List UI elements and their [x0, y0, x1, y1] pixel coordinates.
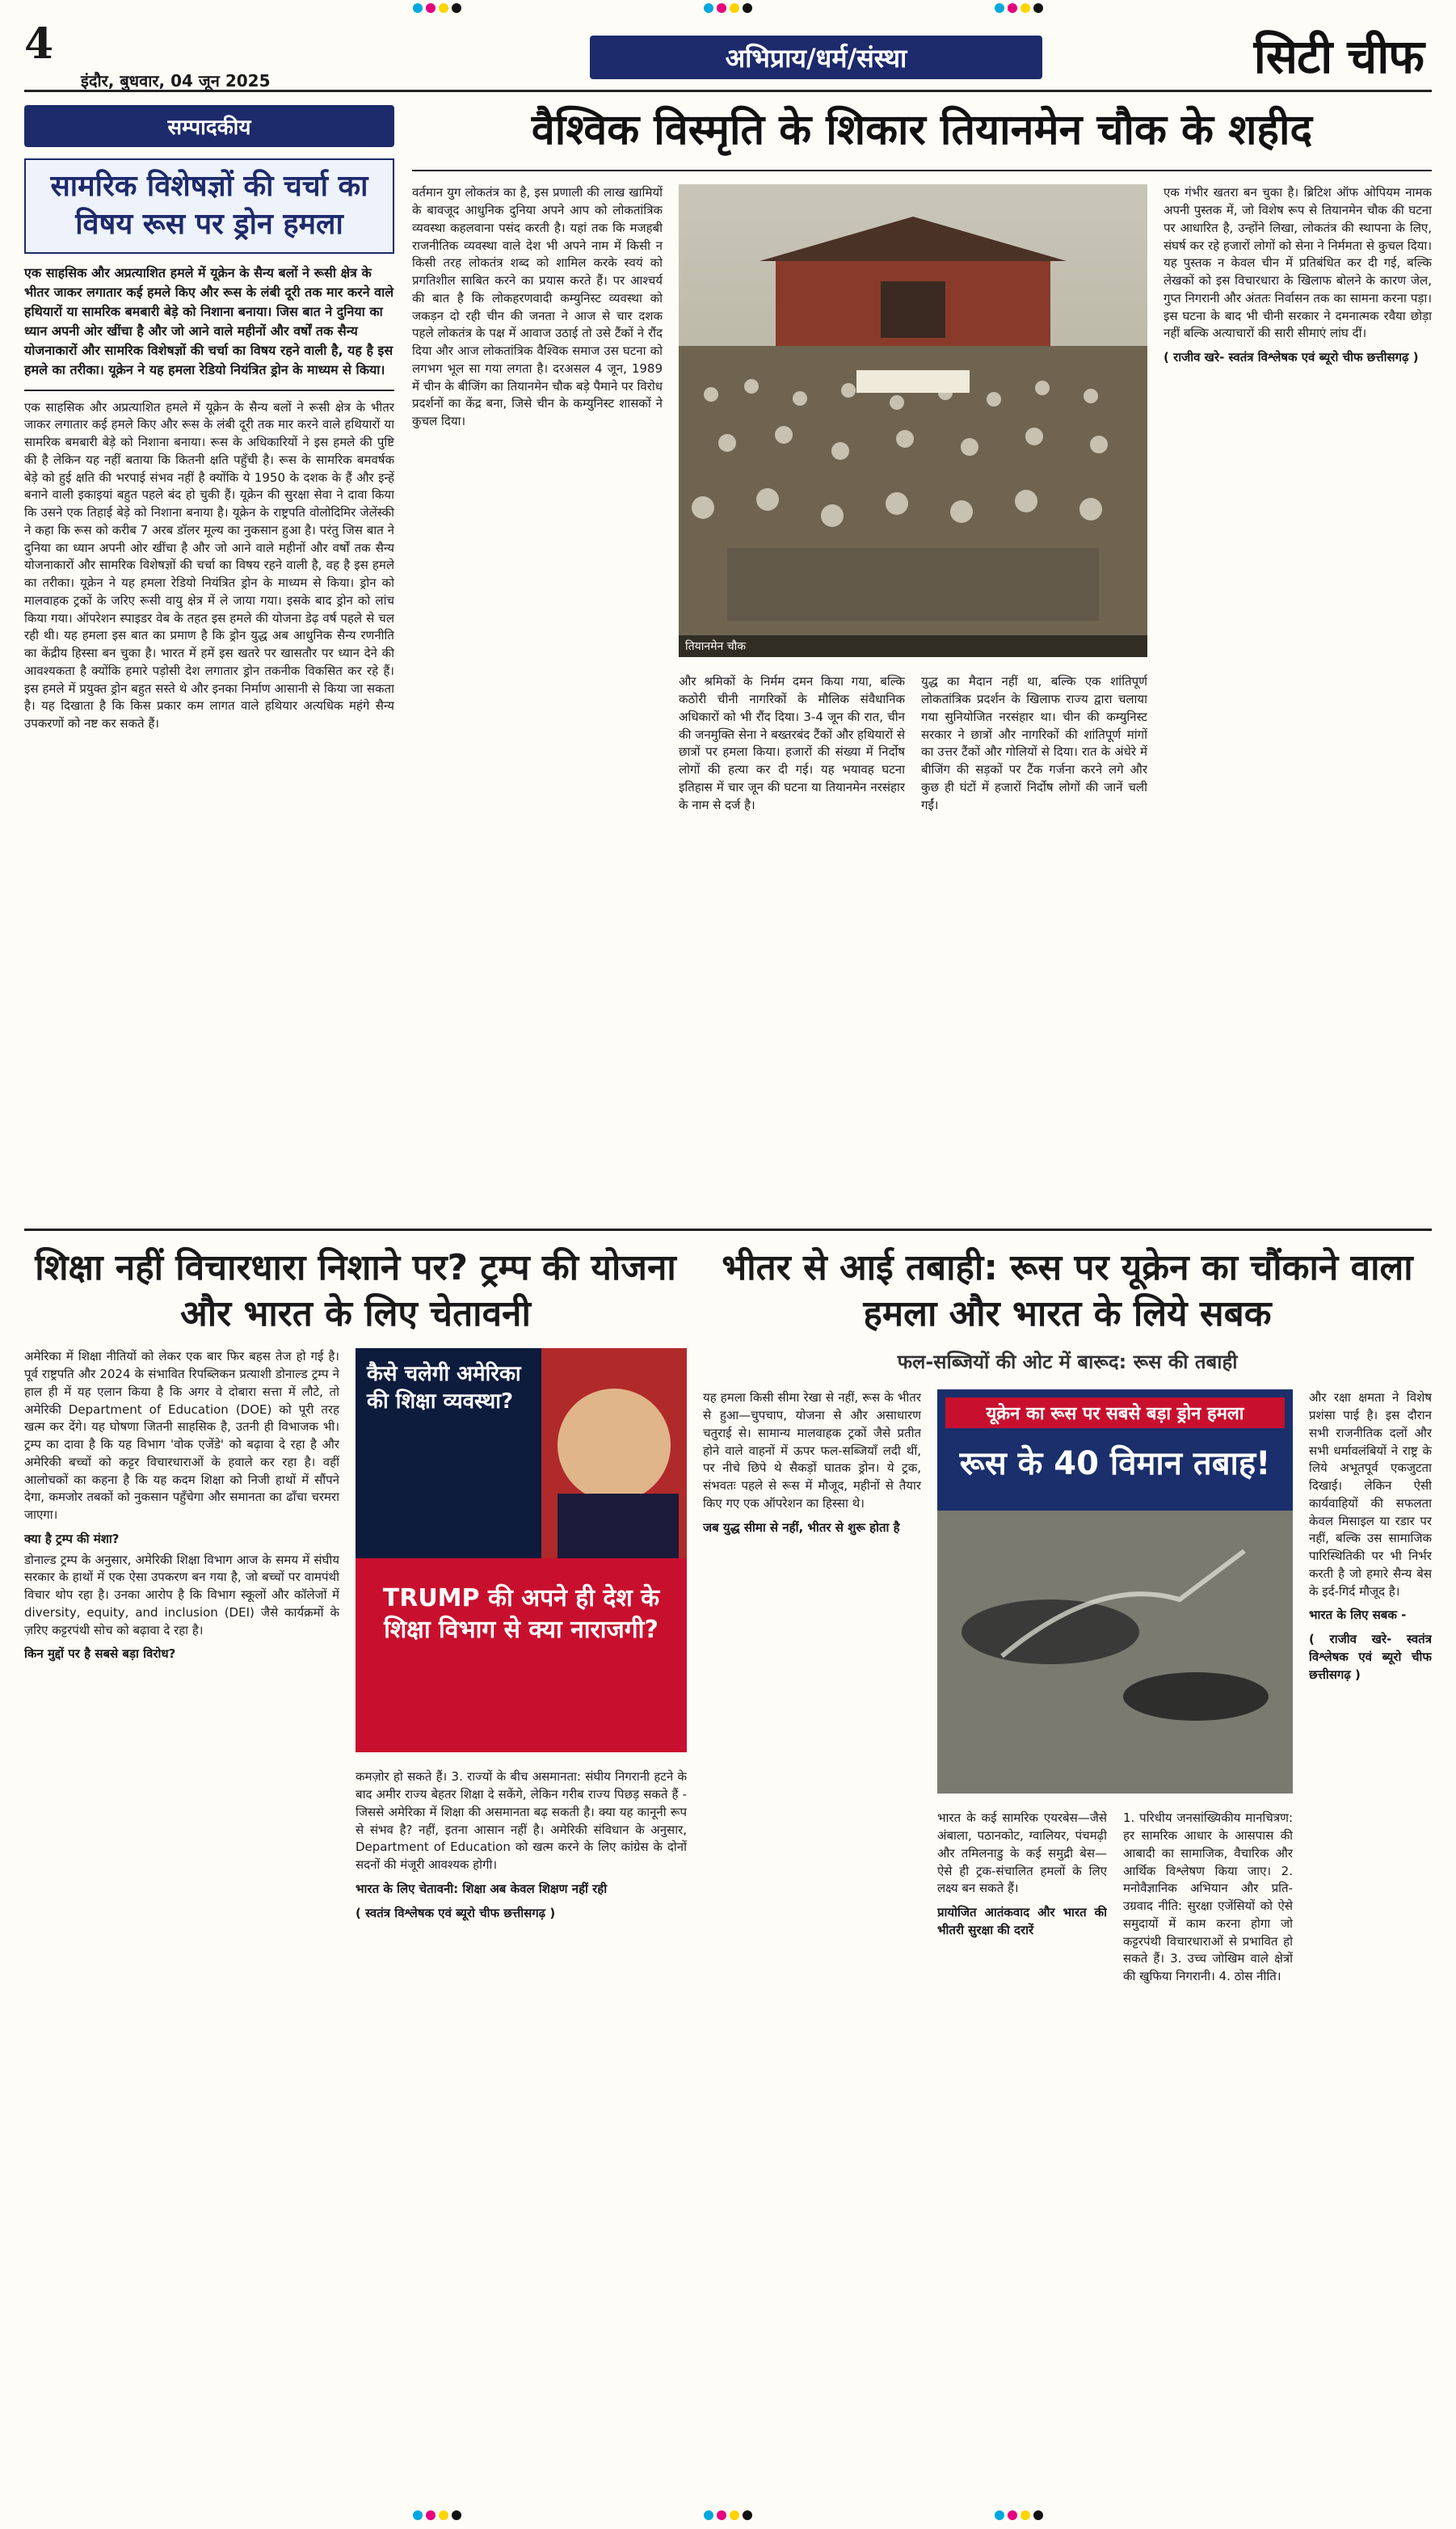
drone-column-2 — [937, 1810, 1107, 2513]
section-divider — [24, 1229, 1432, 1231]
drone-column-3 — [1123, 1810, 1293, 2513]
section-label: अभिप्राय/धर्म/संस्था — [590, 36, 1042, 79]
photo-overlay-bottom: TRUMP की अपने ही देश के शिक्षा विभाग से क्या नाराजगी? — [382, 1584, 660, 1645]
editorial-body-text: एक साहसिक और अप्रत्याशित हमले में यूक्रेन के सैन्य बलों ने रूसी क्षेत्र के भीतर जाकर लगातार कई हमले किए और रूस के लंबी दूरी तक मार करने वाले हथियारों या सामरिक बमबारी बेड़े को निशाना बनाया। रूस के अधिकारियों ने इस हमले की पुष्टि की है लेकिन यह नहीं बताया कि कितनी क्षति पहुँची है। रूस के सामरिक बमवर्षक बेड़े को हुई क्षति की भरपाई संभव नहीं है क्योंकि ये 1950 के दशक के हैं और इन्हें बनाने वाली इकाइयां बहुत पहले बंद हो चुकी हैं। यूक्रेन की सुरक्षा सेवा ने दावा किया कि उसने एक तिहाई बेड़े को निशाना बनाया है। यूक्रेन के राष्ट्रपति वोलोदिमिर जेलेंस्की ने कहा कि रूस को करीब 7 अरब डॉलर मूल्य का नुकसान हुआ है। परंतु जिस बात ने दुनिया का ध्यान अपनी ओर खींचा है और जो आने वाले महीनों और वर्षों तक सैन्य योजनाकारों और सामरिक विशेषज्ञों की चर्चा का विषय रहने वाली है, वह है इस हमले का तरीका। यूक्रेन ने यह हमला रेडियो नियंत्रित ड्रोन के माध्यम से किया। ड्रोन को मालवाहक ट्रकों के जरिए रूसी वायु क्षेत्र में ले जाया गया। इसके बाद ड्रोन को लांच किया गया। ऑपरेशन स्पाइडर वेब के तहत इस हमले की योजना डेढ़ वर्ष पहले से चल रही थी। यह हमला इस बात का प्रमाण है कि ड्रोन युद्ध अब आधुनिक सैन्य रणनीति का केंद्रीय हिस्सा बन चुका है। भारत में हमें इस खतरे पर खासतौर पर ध्यान देने की आवश्यकता है क्योंकि हमारे पड़ोसी देश लगातार ड्रोन तकनीक विकसित कर रहे हैं। इस हमले में प्रयुक्त ड्रोन बहुत सस्ते थे और इनका निर्माण आसानी से किया जा सकता है। यह दिखाता है कि किस प्रकार कम लागत वाले हथियार अत्यधिक महंगे सैन्य उपकरणों को नष्ट कर सकते हैं। — [24, 399, 394, 731]
editorial-headline: सामरिक विशेषज्ञों की चर्चा का विषय रूस पर ड्रोन हमला — [24, 158, 394, 254]
drone-headline: भीतर से आई तबाही: रूस पर यूक्रेन का चौंकाने वाला हमला और भारत के लिये सबक — [722, 1247, 1413, 1335]
tiananmen-photo — [679, 184, 1147, 657]
drone-col-right-text: और रक्षा क्षमता ने विशेष प्रशंसा पाई है। इस दौरान सभी राजनीतिक दलों और सभी धर्मावलंबियों ने राष्ट्र के लिये अभूतपूर्व एकजुटता दिखाई। लेकिन ऐसी कार्यवाहियों की सफलता केवल मिसाइल या रडार पर नहीं, बल्कि उस सामाजिक पारिस्थितिकी पर भी निर्भर करती है जो हमारे सैन्य बेस के इर्द-गिर्द मौजूद है। — [1309, 1390, 1432, 1599]
drone-subhead-right: भारत के लिए सबक - — [1309, 1608, 1407, 1623]
lead-column-3 — [921, 673, 1147, 1170]
drone-col2-text: भारत के कई सामरिक एयरबेस—जैसे अंबाला, पठानकोट, ग्वालियर, पंचमढ़ी और तमिलनाडु के कई समुद्री बेस—ऐसे ही ट्रक-संचालित हमलों के लिए लक्ष्य बन सकते हैं। — [937, 1810, 1107, 1896]
lead-story — [412, 105, 1432, 1170]
editorial-body — [24, 399, 394, 1272]
lead-column-2 — [679, 673, 905, 1170]
photo-banner: यूक्रेन का रूस पर सबसे बड़ा ड्रोन हमला — [945, 1397, 1285, 1428]
lead-column-right — [1164, 184, 1432, 1170]
education-story — [24, 1245, 687, 2529]
lead-col1-text: वर्तमान युग लोकतंत्र का है, इस प्रणाली की लाख खामियों के बावजूद आधुनिक दुनिया अपने आप को लोकतांत्रिक व्यवस्था कहलवाना पसंद करती है। यहां तक कि मजहबी राजनीतिक व्यवस्था वाले देश भी अपने नाम में किसी न किसी तरह लोकतंत्र शब्द को शामिल करके स्वयं को प्रगतिशील साबित करने का प्रयास करते हैं। पर आश्चर्य की बात है कि लोकहरणवादी कम्युनिस्ट व्यवस्था को जकड़न दो रही चीन की जनता ने आज से चार दशक पहले लोकतंत्र के पक्ष में आवाज उठाई तो उसे टैंकों ने रौंद दिया और आज लोकतांत्रिक वैश्विक समाज उस घटना को लगभग भूल सा गया लगता है। दरअसल 4 जून, 1989 में चीन के बीजिंग का तियानमेन चौक बड़े पैमाने पर विरोध प्रदर्शनों का केंद्र बना, जिसे चीन के कम्युनिस्ट शासकों ने कुचल दिया। — [412, 185, 663, 429]
education-byline: ( स्वतंत्र विश्लेषक एवं ब्यूरो चीफ छत्तीसगढ़ ) — [356, 1905, 556, 1920]
education-column-2 — [356, 1768, 687, 2529]
drone-column-1 — [703, 1389, 921, 2513]
education-col2-text: कमज़ोर हो सकते हैं। 3. राज्यों के बीच असमानता: संघीय निगरानी हटने के बाद अमीर राज्य बेहतर शिक्षा दे सकेंगे, लेकिन गरीब राज्य पिछड़ सकते हैं - जिससे अमेरिका में शिक्षा की असमानता बढ़ सकती है। क्या यह कानूनी रूप से संभव है? नहीं, इतना आसान नहीं है। अमेरिकी संविधान के अनुसार, Department of Education को खत्म करने के लिए कांग्रेस के दोनों सदनों की मंजूरी आवश्यक होगी। — [356, 1769, 687, 1873]
page-header — [24, 19, 1432, 92]
photo-caption: तियानमेन चौक — [679, 635, 1147, 657]
drone-column-right — [1309, 1389, 1432, 2513]
photo-overlay-top: कैसे चलेगी अमेरिका की शिक्षा व्यवस्था? — [367, 1362, 521, 1414]
lead-col3-text: युद्ध का मैदान नहीं था, बल्कि एक शांतिपूर्ण लोकतांत्रिक प्रदर्शन के खिलाफ राज्य द्वारा चलाया गया सुनियोजित नरसंहार था। चीन की कम्युनिस्ट सरकार ने छात्रों और नागरिकों की शांतिपूर्ण मांगों का उत्तर टैंकों और गोलियों से दिया। रात के अंधेरे में बीजिंग की सड़कों पर टैंक गर्जना करने लगे और कुछ ही घंटों में हजारों निर्दोष लोगों की जानें चली गईं। — [921, 674, 1147, 812]
drone-col3-text: 1. परिधीय जनसांख्यिकीय मानचित्रण: हर सामरिक आधार के आसपास की आबादी का सामाजिक, वैचारिक और आर्थिक विश्लेषण किया जाए। 2. मनोवैज्ञानिक अभियान और प्रति-उग्रवाद नीति: सुरक्षा एजेंसियों को ऐसे समुदायों में काम करना होगा जो कट्टरपंथी विचारधाराओं से प्रभावित हो सकते हैं। 3. उच्च जोखिम वाले क्षेत्रों की खुफिया निगरानी। 4. ठोस नीति। — [1123, 1810, 1293, 1984]
drone-attack-story — [703, 1245, 1432, 2513]
crowd-image — [679, 184, 1147, 657]
lead-col-right-text: एक गंभीर खतरा बन चुका है। ब्रिटिश ऑफ ओपियम नामक अपनी पुस्तक में, जो विशेष रूप से तियानमेन चौक की घटना पर आधारित है, उन्होंने लिखा, लोकतंत्र की स्थापना के लिए, संघर्ष कर रहे हजारों लोगों को सेना ने निर्ममता से कुचल दिया। यह पुस्तक न केवल चीन में प्रतिबंधित कर दी गई, बल्कि लेखकों को इस विचारधारा के खिलाफ बोलने के कारण जेल, गुप्त निगरानी और अंततः निर्वासन तक का सामना करना पड़ा। इस घटना के बाद भी चीनी सरकार ने दमनात्मक रवैया छोड़ा नहीं बल्कि अत्याचारों की सारी सीमाएं लांघ दीं। — [1164, 185, 1432, 341]
drone-subheadline: फल-सब्जियों की ओट में बारूद: रूस की तबाही — [897, 1351, 1238, 1374]
dateline: इंदौर, बुधवार, 04 जून 2025 — [81, 71, 271, 91]
page-number: 4 — [24, 19, 54, 69]
drone-subhead-2: प्रायोजित आतंकवाद और भारत की भीतरी सुरक्षा की दरारें — [937, 1905, 1107, 1937]
education-col1b-text: डोनाल्ड ट्रम्प के अनुसार, अमेरिकी शिक्षा विभाग आज के समय में संघीय सरकार के हाथों में एक ऐसा उपकरण बन गया है, जो बच्चों पर वामपंथी विचार थोप रहा है। उनका आरोप है कि विभाग स्कूलों और कॉलेजों में diversity, equity, and inclusion (DEI) जैसे कार्यक्रमों के ज़रिए कट्टरपंथी सोच को बढ़ावा दे रहा है। — [24, 1552, 339, 1638]
registration-marks-top — [0, 3, 1456, 18]
editorial-column — [24, 105, 394, 1272]
education-subhead-2: किन मुद्दों पर है सबसे बड़ा विरोध? — [24, 1646, 176, 1662]
lead-col2-text: और श्रमिकों के निर्मम दमन किया गया, बल्कि कठोरी चीनी नागरिकों के मौलिक संवैधानिक अधिकारों को भी रौंद दिया। 3-4 जून की रात, चीन की जनमुक्ति सेना ने बख्तरबंद टैंकों और हथियारों से छात्रों पर हमला किया। हजारों की संख्या में निर्दोष लोगों की हत्या कर दी गई। यह भयावह घटना इतिहास में चार जून की घटना या तियानमेन नरसंहार के नाम से दर्ज है। — [679, 674, 905, 812]
masthead-brand: सिटी चीफ — [1253, 29, 1424, 84]
drone-attack-photo — [937, 1389, 1293, 1793]
education-subhead-1: क्या है ट्रम्प की मंशा? — [24, 1531, 120, 1546]
lead-byline: ( राजीव खरे- स्वतंत्र विश्लेषक एवं ब्यूरो चीफ छत्तीसगढ़ ) — [1164, 350, 1419, 365]
editorial-intro: एक साहसिक और अप्रत्याशित हमले में यूक्रेन के सैन्य बलों ने रूसी क्षेत्र के भीतर जाकर लगातार कई हमले किए और रूस के लंबी दूरी तक मार करने वाले हथियारों या सामरिक बमबारी बेड़े को निशाना बनाया। जिस बात ने दुनिया का ध्यान अपनी ओर खींचा है और जो आने वाले महीनों और वर्षों तक सैन्य योजनाकारों और सामरिक विशेषज्ञों की चर्चा का विषय रहने वाली है, यह है इस हमले का तरीका। यूक्रेन ने यह हमला रेडियो नियंत्रित ड्रोन के माध्यम से किया। — [24, 263, 394, 391]
lead-headline: वैश्विक विस्मृति के शिकार तियानमेन चौक के शहीद — [412, 105, 1432, 171]
lead-column-1 — [412, 184, 663, 1170]
drone-col1-text: यह हमला किसी सीमा रेखा से नहीं, रूस के भीतर से हुआ—चुपचाप, योजना से और असाधारण चतुराई से। सामान्य मालवाहक ट्रकों जैसे प्रतीत होने वाले वाहनों में ऊपर फल-सब्जियाँ लदी थीं, पर नीचे छिपे थे सैकड़ों घातक ड्रोन। ये ट्रक, संभवतः पहले से रूस में मौजूद, महीनों से तैयार किए गए एक ऑपरेशन का हिस्सा थे। — [703, 1390, 921, 1511]
education-col1-text: अमेरिका में शिक्षा नीतियों को लेकर एक बार फिर बहस तेज हो गई है। पूर्व राष्ट्रपति और 2024 के संभावित रिपब्लिकन प्रत्याशी डोनाल्ड ट्रम्प ने हाल ही में यह एलान किया है कि अगर वे दोबारा सत्ता में लौटे, तो अमेरिकी Department of Education (DOE) को पूरी तरह खत्म कर देंगे। यह घोषणा जितनी साहसिक है, उतनी ही विभाजक भी। ट्रम्प का दावा है कि यह विभाग 'वोक एजेंडे' को बढ़ावा दे रहा है और अमेरिकी बच्चों को कट्टर विचारधाराओं के हवाले कर रहा है। वहीं आलोचकों का कहना है कि यह कदम शिक्षा को निजी हाथों में सौंपने देगा, कमजोर तबकों को नुकसान पहुँचेगा और समानता का ढाँचा चरमरा जाएगा। — [24, 1349, 339, 1523]
editorial-tab: सम्पादकीय — [24, 105, 394, 147]
drone-subhead-1: जब युद्ध सीमा से नहीं, भीतर से शुरू होता है — [703, 1520, 900, 1535]
registration-marks-bottom — [0, 2510, 1456, 2525]
education-column-1 — [24, 1348, 339, 2529]
education-subhead-3: भारत के लिए चेतावनी: शिक्षा अब केवल शिक्षण नहीं रही — [356, 1881, 608, 1896]
photo-title: रूस के 40 विमान तबाह! — [959, 1445, 1271, 1483]
drone-byline: ( राजीव खरे- स्वतंत्र विश्लेषक एवं ब्यूरो चीफ छत्तीसगढ़ ) — [1309, 1632, 1432, 1682]
education-headline: शिक्षा नहीं विचारधारा निशाने पर? ट्रम्प की योजना और भारत के लिए चेतावनी — [35, 1247, 676, 1335]
trump-photo — [356, 1348, 687, 1752]
